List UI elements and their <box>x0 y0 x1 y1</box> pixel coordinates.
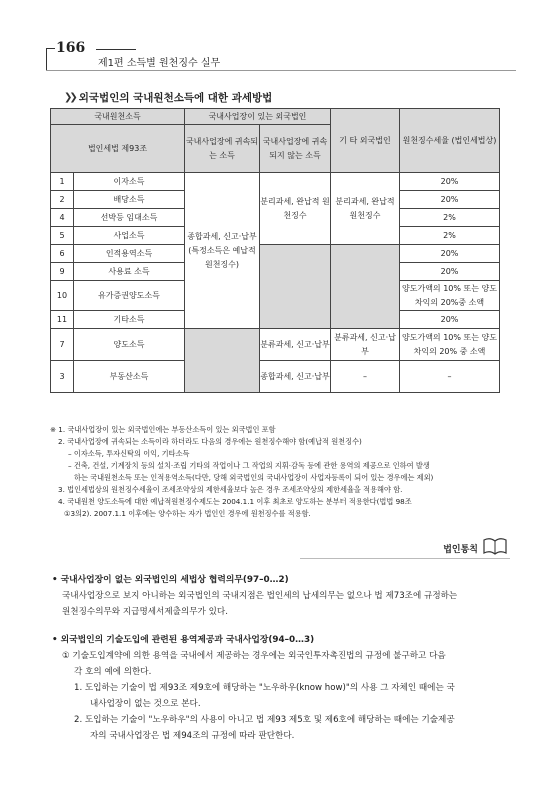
note-line: 4. 국내원천 양도소득에 대한 예납적원천징수제도는 2004.1.1 이후 최초로 양도하는 분부터 적용한다(법법 98조 <box>58 497 412 506</box>
col-act: 법인세법 제93조 <box>51 125 185 173</box>
row-rate: 20% <box>400 173 500 191</box>
page-header <box>46 40 516 70</box>
chapter-title: 제1편 소득별 원천징수 실무 <box>98 58 221 69</box>
double-arrow-icon: ❯❯ <box>64 92 75 103</box>
table-row <box>51 361 500 393</box>
row-rate: 양도가액의 10% 또는 양도차익의 20%중 소액 <box>400 281 500 311</box>
col-attr: 국내사업장에 귀속되는 소득 <box>185 125 260 173</box>
section-heading <box>64 90 272 105</box>
merged-attr-cell: 종합과세, 신고·납부 (특정소득은 예납적 원천징수) <box>185 173 260 329</box>
row-rate: 20% <box>400 263 500 281</box>
row-name: 선박등 임대소득 <box>74 209 185 227</box>
section-title: 외국법인의 국내원천소득에 대한 과세방법 <box>78 92 273 104</box>
col-rate: 원천징수세율 (법인세법상) <box>400 109 500 173</box>
col-notattr: 국내사업장에 귀속되지 않는 소득 <box>260 125 331 173</box>
ruling-text: 자의 국내사업장은 법 제94조의 규정에 따라 판단한다. <box>90 731 295 741</box>
row-no: 9 <box>51 263 74 281</box>
header-rule <box>46 70 516 71</box>
row-no: 4 <box>51 209 74 227</box>
col-other: 기 타 외국법인 <box>331 109 400 173</box>
table-row <box>51 329 500 361</box>
row-rate: 2% <box>400 209 500 227</box>
table-row <box>51 245 500 263</box>
note-line: 3. 법인세법상의 원천징수세율이 조세조약상의 제한세율보다 높은 경우 조세조약상의 제한세율을 적용해야 함. <box>58 485 403 494</box>
row-name: 유가증권양도소득 <box>74 281 185 311</box>
table-row <box>51 173 500 191</box>
ruling-title: • 외국법인의 기술도입에 관련된 용역제공과 국내사업장(94–0…3) <box>52 635 315 645</box>
row-no: 11 <box>51 311 74 329</box>
ruling-text: 내사업장이 없는 것으로 본다. <box>90 699 201 709</box>
shaded-cell <box>260 245 331 329</box>
row-rate: 20% <box>400 245 500 263</box>
note-line: ①3의2). 2007.1.1 이후에는 양수하는 자가 법인인 경우에 원천징수를 적용함. <box>64 509 311 518</box>
row-rate: 20% <box>400 311 500 329</box>
note-line: 2. 국내사업장에 귀속되는 소득이라 하더라도 다음의 경우에는 원천징수해야 함(예납적 원천징수) <box>58 437 362 446</box>
col-pe: 국내사업장이 있는 외국법인 <box>185 109 331 125</box>
note-line: ※ 1. 국내사업장이 있는 외국법인에는 부동산소득이 있는 외국법인 포함 <box>50 425 276 434</box>
ruling-text: 각 호의 예에 의한다. <box>74 667 152 677</box>
shaded-cell <box>331 245 400 329</box>
row-no: 5 <box>51 227 74 245</box>
row-rate: – <box>400 361 500 393</box>
row-name: 배당소득 <box>74 191 185 209</box>
note-line: – 건축, 건설, 기계장치 등의 설치·조립 기타의 작업이나 그 작업의 지휘·감독 등에 관한 용역의 제공으로 인하여 발생 <box>68 461 430 470</box>
ruling-block <box>52 572 508 620</box>
row-name: 부동산소득 <box>74 361 185 393</box>
row-name: 인적용역소득 <box>74 245 185 263</box>
tax-table <box>50 108 500 393</box>
ruling-block <box>52 632 508 744</box>
row-notattr: 분류과세, 신고·납부 <box>260 329 331 361</box>
table-notes <box>50 424 502 520</box>
col-income: 국내원천소득 <box>51 109 185 125</box>
row-no: 1 <box>51 173 74 191</box>
row-no: 2 <box>51 191 74 209</box>
header-divider <box>96 49 136 50</box>
row-other: 분류과세, 신고·납부 <box>331 329 400 361</box>
row-name: 이자소득 <box>74 173 185 191</box>
merged-notattr-cell: 분리과세, 완납적 원천징수 <box>260 173 331 245</box>
note-line: 하는 국내원천소득 또는 인적용역소득(다만, 당해 외국법인의 국내사업장이 사업자등록이 되어 있는 경우에는 제외) <box>74 473 434 482</box>
row-no: 6 <box>51 245 74 263</box>
ruling-text: ① 기술도입계약에 의한 용역을 국내에서 제공하는 경우에는 외국인투자촉진법의 규정에 불구하고 다음 <box>62 651 446 661</box>
row-notattr: 종합과세, 신고·납부 <box>260 361 331 393</box>
ruling-text: 원천징수의무와 지급명세서제출의무가 있다. <box>62 607 228 617</box>
row-other: – <box>331 361 400 393</box>
ruling-text: 2. 도입하는 기술이 "노우하우"의 사용이 아니고 법 제93 제5호 및 제6호에 해당하는 때에는 기술제공 <box>74 715 455 725</box>
row-rate: 양도가액의 10% 또는 양도차익의 20% 중 소액 <box>400 329 500 361</box>
row-no: 3 <box>51 361 74 393</box>
law-section-bar <box>300 534 510 559</box>
ruling-text: 국내사업장으로 보지 아니하는 외국법인의 국내지점은 법인세의 납세의무는 없으나 법 제73조에 규정하는 <box>62 591 458 601</box>
row-rate: 20% <box>400 191 500 209</box>
row-rate: 2% <box>400 227 500 245</box>
law-section-label: 법인통칙 <box>443 545 478 555</box>
row-name: 사업소득 <box>74 227 185 245</box>
merged-other-cell: 분리과세, 완납적 원천징수 <box>331 173 400 245</box>
row-name: 양도소득 <box>74 329 185 361</box>
row-no: 10 <box>51 281 74 311</box>
ruling-text: 1. 도입하는 기술이 법 제93조 제9호에 해당하는 "노우하우(know how)"의 사용 그 자체인 때에는 국 <box>74 683 455 693</box>
page-number: 166 <box>56 40 86 56</box>
shaded-cell <box>185 329 260 393</box>
header-tick <box>46 48 55 71</box>
open-book-icon <box>482 534 508 556</box>
row-name: 사용료 소득 <box>74 263 185 281</box>
row-no: 7 <box>51 329 74 361</box>
note-line: – 이자소득, 투자신탁의 이익, 기타소득 <box>68 449 190 458</box>
row-name: 기타소득 <box>74 311 185 329</box>
ruling-title: • 국내사업장이 없는 외국법인의 세법상 협력의무(97–0…2) <box>52 575 289 585</box>
